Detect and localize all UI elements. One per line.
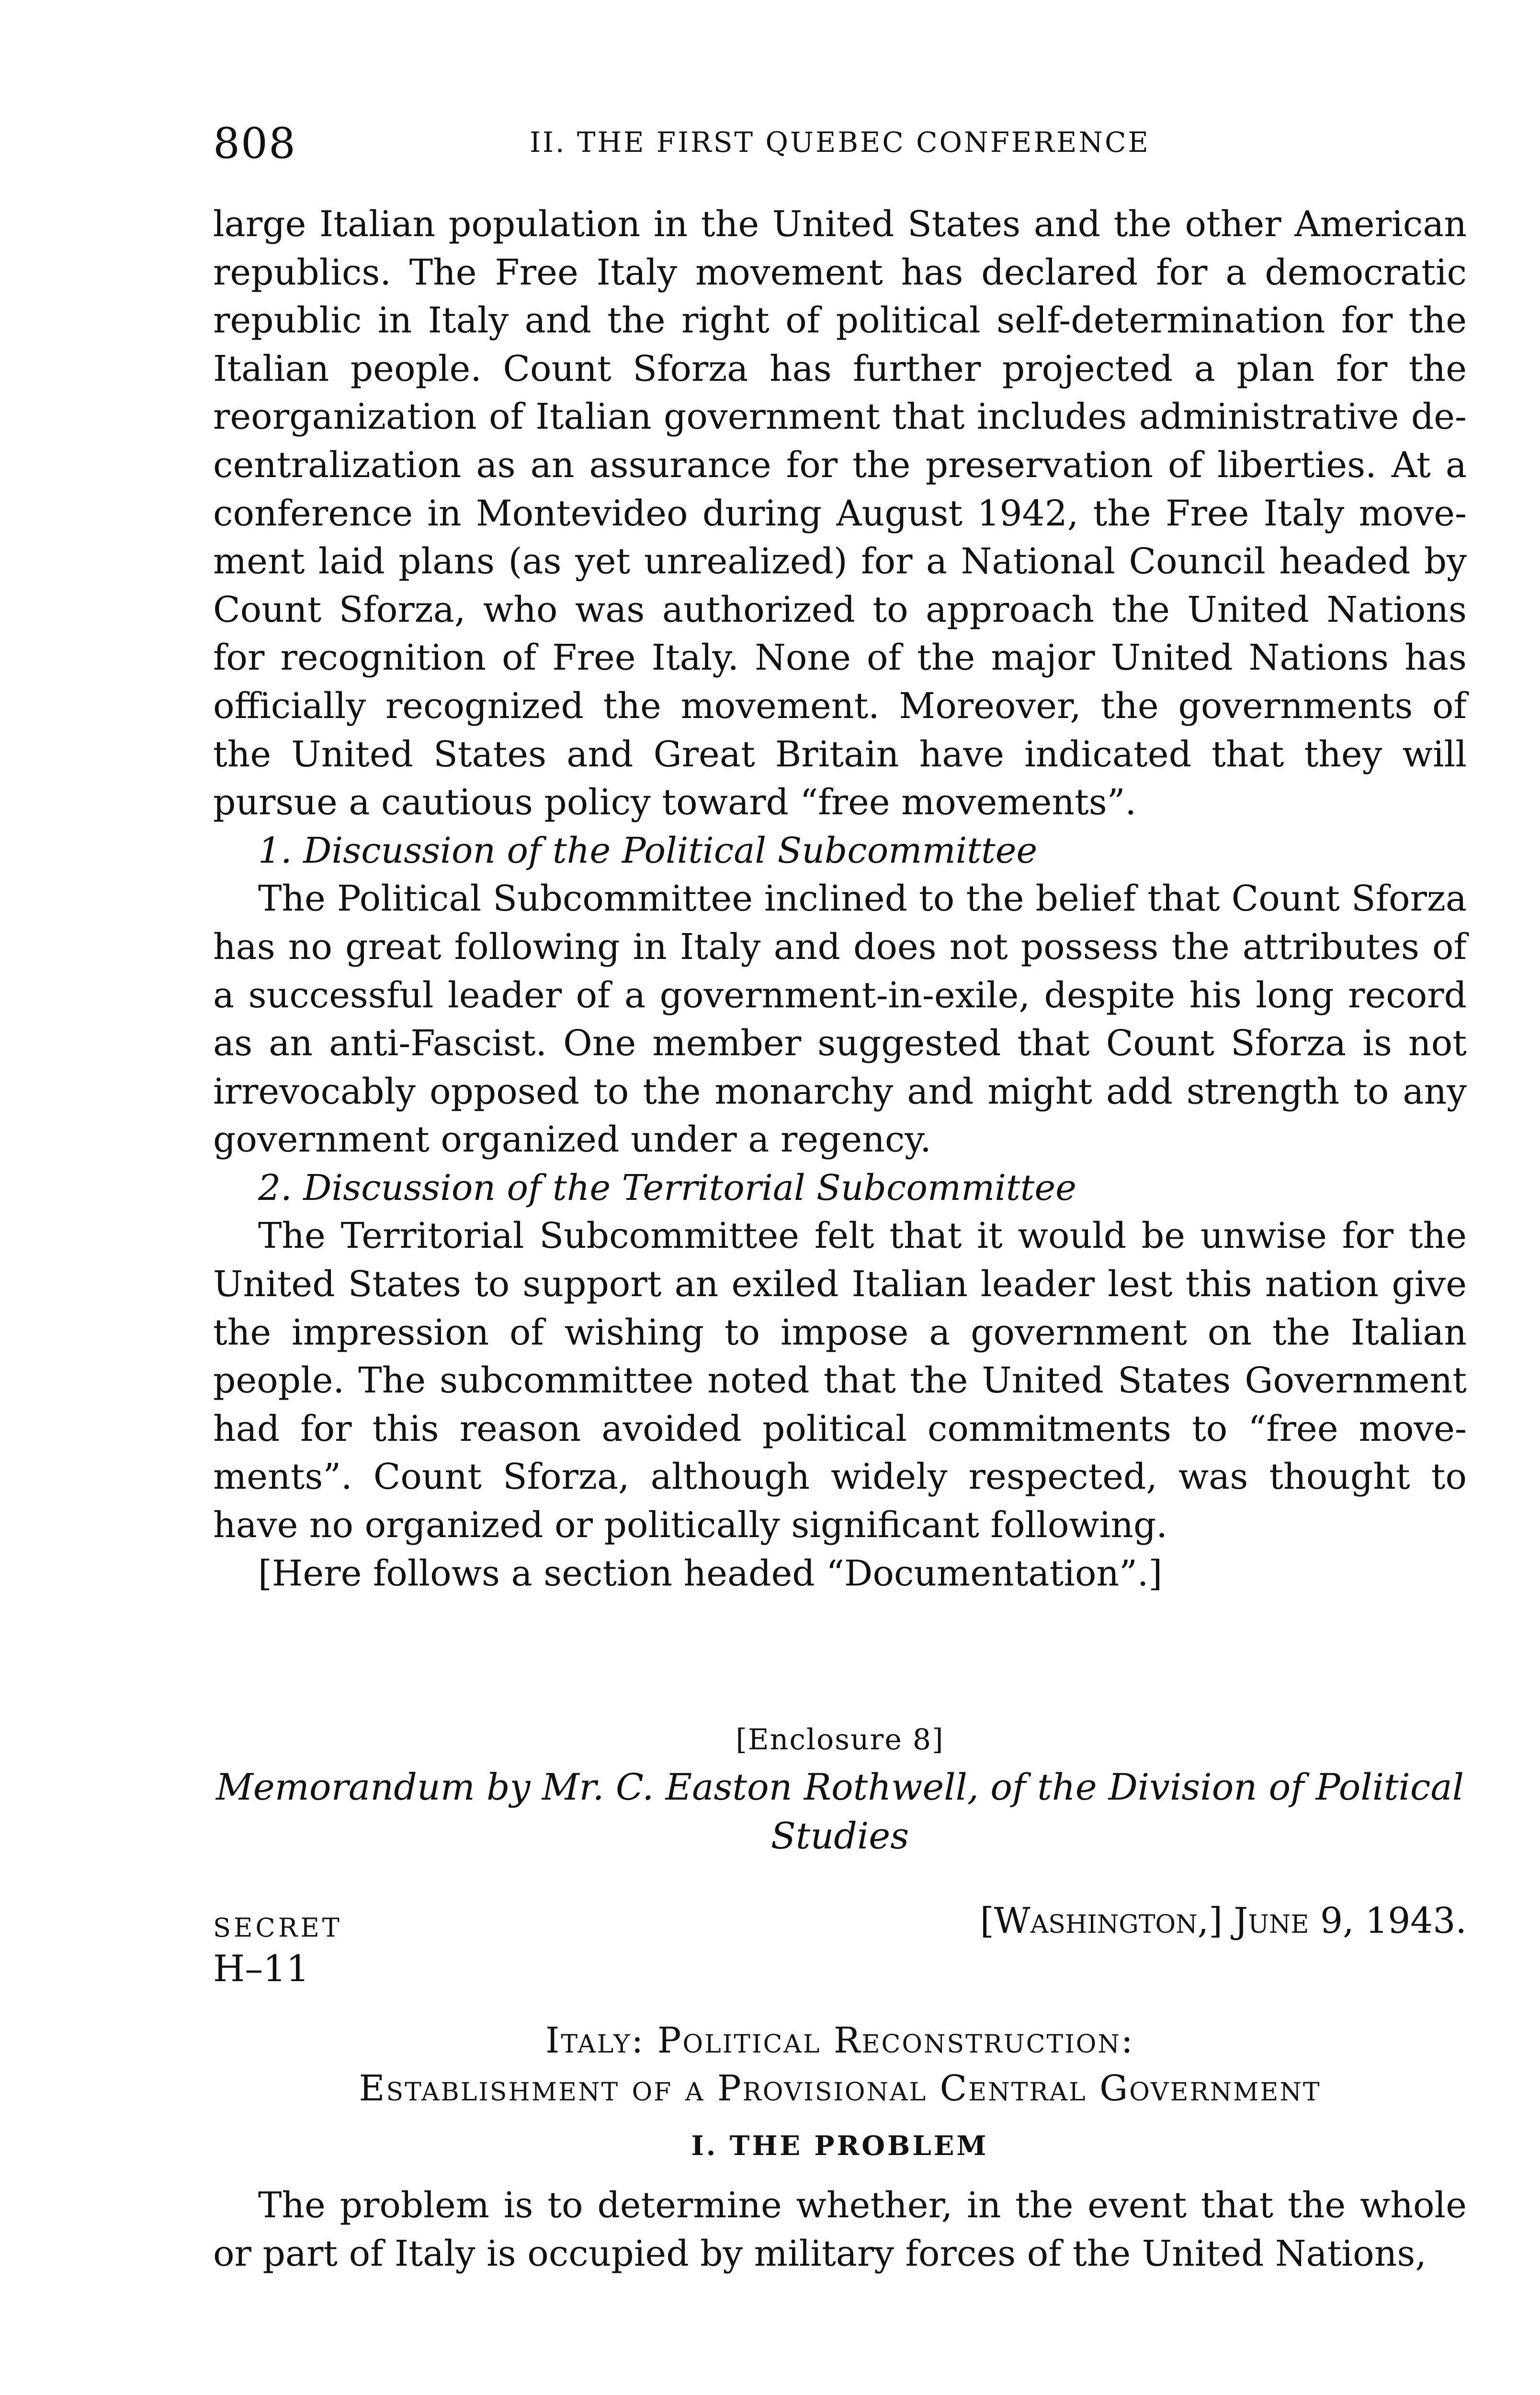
paragraph-political-subcommittee: The Political Subcommittee inclined to the belief that Count Sforza has no great following in Italy and does not possess the attributes of a successful leader of a government-in-exile, despite his long record as an anti-Fascist. One member suggested that Count Sforza is not irrevocably opposed to the monarchy and might add strength to any government organized under a regency. [213,878,1467,1161]
problem-text [213,2181,1467,2278]
dateline: [Washington,] June 9, 1943. [980,1900,1467,1941]
running-head: II. THE FIRST QUEBEC CONFERENCE [530,126,1150,159]
classification-label: SECRET [213,1913,342,1943]
paragraph-continued: large Italian population in the United States and the other American republics. The Free Italy movement has declared for a democratic republic in Italy and the right of political self-determination for the Italian people. Count Sforza has further projected a plan for the reorganization of Italian government that includes administrative de-centralization as an assurance for the preservation of liberties. At a conference in Montevideo during August 1942, the Free Italy move-ment laid plans (as yet unrealized) for a National Council headed by Count Sforza, who was authorized to approach the United Nations for recognition of Free Italy. None of the major United Nations has officially recognized the movement. Moreover, the governments of the United States and Great Britain have indicated that they will pursue a cautious policy toward “free movements”. [213,204,1467,823]
page-number: 808 [213,119,296,168]
subheading-political-subcommittee: 1. Discussion of the Political Subcommittee [258,830,1038,871]
memo-heading-line-1: Italy: Political Reconstruction: [545,2020,1134,2061]
memo-title-line-1: Memorandum by Mr. C. Easton Rothwell, of the Division of Political [215,1766,1464,1808]
enclosure-label: [Enclosure 8] [736,1723,944,1756]
memo-heading-line-2: Establishment of a Provisional Central Government [359,2068,1321,2109]
page-header [213,115,1467,168]
memo-title-line-2: Studies [770,1814,909,1857]
main-text [213,200,1467,1597]
memo-title [213,1763,1467,1860]
file-number: H–11 [213,1947,309,1990]
paragraph-problem: The problem is to determine whether, in the event that the whole or part of Italy is occupied by military forces of the United Nations, [213,2185,1467,2274]
subheading-territorial-subcommittee: 2. Discussion of the Territorial Subcommittee [258,1167,1076,1209]
paragraph-territorial-subcommittee: The Territorial Subcommittee felt that it would be unwise for the United States to support an exiled Italian leader lest this nation give the impression of wishing to impose a government on the Italian people. The subcommittee noted that the United States Government had for this reason avoided political commitments to “free move-ments”. Count Sforza, although widely respected, was thought to have no organized or politically significant following. [213,1215,1467,1546]
paragraph-documentation-note: [Here follows a section headed “Documentation”.] [258,1552,1163,1594]
section-heading-problem: I. THE PROBLEM [691,2130,989,2162]
